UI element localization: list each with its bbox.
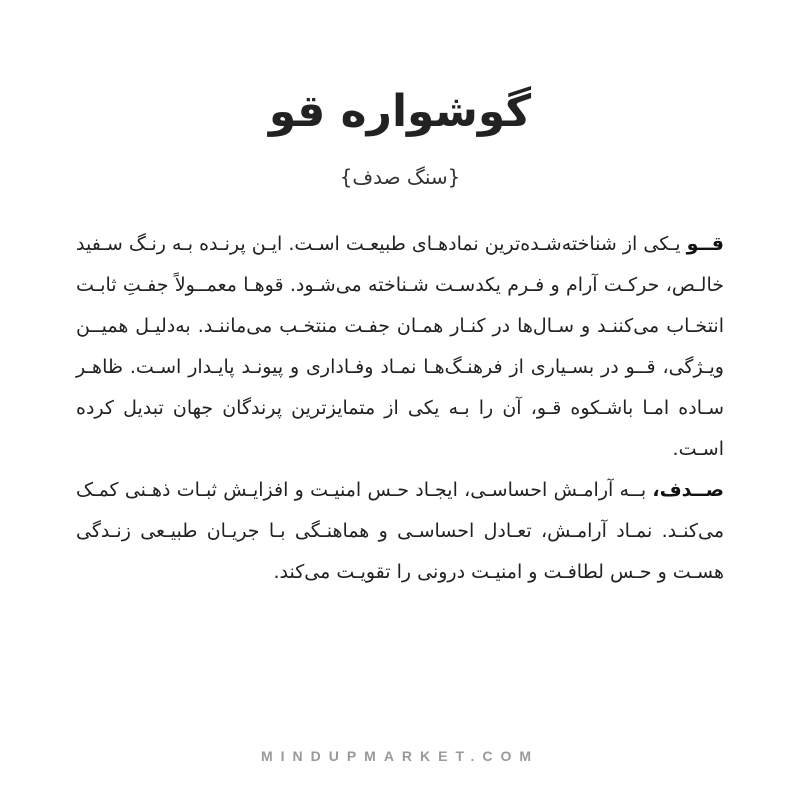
paragraph-shell	[76, 470, 724, 593]
page-title: گوشواره قو	[268, 86, 532, 137]
page-subtitle: {سنگ صدف}	[339, 165, 461, 189]
paragraph-text: بــه آرامـش احساسـی، ایجـاد حـس امنیـت و افزایـش ثبـات ذهـنی کمـک می‌کنـد. نمـاد آرامـش، تعـادل احساسـی و هماهنـگی بـا جریـان طبیـعی زنـدگی هسـت و حـس لطافـت و امنیـت درونی را تقویـت می‌کند.	[76, 479, 724, 583]
paragraph-lead: صــدف،	[652, 479, 724, 501]
description-body	[76, 224, 724, 593]
paragraph-lead: قــو	[686, 233, 724, 255]
footer-url: MINDUPMARKET.COM	[260, 748, 540, 764]
paragraph-swan	[76, 224, 724, 470]
paragraph-text: یـکی از شناخته‌شـده‌ترین نمادهـای طبیعـت اسـت. ایـن پرنـده بـه رنـگ سـفید خالـص، حرکـت آرام و فـرم یکدسـت شـناخته می‌شـود. قوهـا معمــولاً جفـتِ ثابـت انتخـاب می‌کننـد و سـال‌ها در کنـار همـان جفـت منتخـب می‌ماننـد. به‌دلیـل همیــن ویـژگی، قــو در بسـیاری از فرهنـگ‌هـا نمـاد وفـاداری و پیونـد پایـدار اسـت. ظاهـر سـاده امـا باشـکوه قـو، آن را بـه یکی از متمایزترین پرندگان جهان تبدیل کرده اسـت.	[76, 233, 724, 460]
